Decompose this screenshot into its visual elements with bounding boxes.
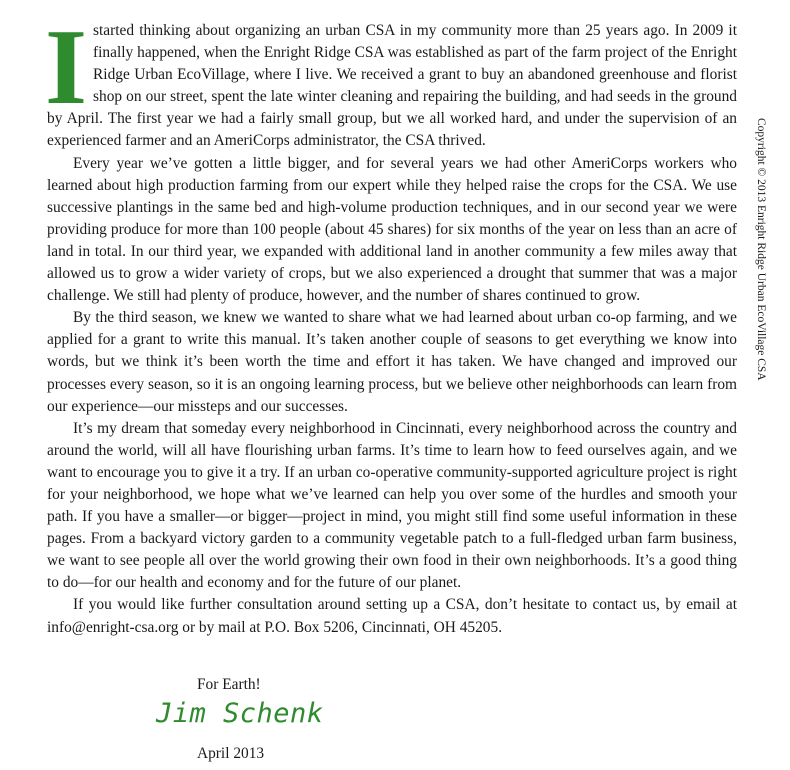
letter-body [45,8,737,639]
drop-cap: I [45,8,88,127]
paragraph-3: By the third season, we knew we wanted to share what we had learned about urban co-op farming, and we applied for a grant to write this manual. It’s taken another couple of seasons to get everything we know into words, but we think it’s been worth the time and effort it has taken. We have changed and improved our processes every season, so it is an ongoing learning process, but we believe other neighborhoods can learn from our experience—our missteps and our successes. [47,309,737,415]
copyright-notice [752,118,768,638]
closing-line: For Earth! [197,676,261,693]
paragraph-5: If you would like further consultation around setting up a CSA, don’t hesitate to contact us, by email at info@enright-csa.org or by mail at P.O. Box 5206, Cincinnati, OH 45205. [47,596,737,636]
signature: Jim Schenk [156,698,324,729]
letter-date: April 2013 [197,745,265,762]
paragraph-2: Every year we’ve gotten a little bigger, and for several years we had other AmeriCorps workers who learned about high production farming from our expert while they helped raise the crops for the CSA. We use successive plantings in the same bed and high-volume production techniques, and in our second year we were providing produce for more than 100 people (about 45 shares) for six months of the year on less than an acre of land in total. In our third year, we expanded with additional land in another community a few miles away that allowed us to grow a wider variety of crops, but we also experienced a drought that summer that was a major challenge. We still had plenty of produce, however, and the number of shares continued to grow. [47,154,737,305]
paragraph-1-text: started thinking about organizing an urban CSA in my community more than 25 years ago. In 2009 it finally happened, when the Enright Ridge CSA was established as part of the farm project of the Enright Ridge Urban EcoVillage, where I live. We received a grant to buy an abandoned greenhouse and florist shop on our street, spent the late winter cleaning and repairing the building, and had seeds in the ground by April. The first year we had a fairly small group, but we all worked hard, and under the supervision of an experienced farmer and an AmeriCorps administrator, the CSA thrived. [47,22,737,150]
paragraph-4: It’s my dream that someday every neighborhood in Cincinnati, every neighborhood across the country and around the world, will all have flourishing urban farms. It’s time to learn how to feed ourselves again, and we want to encourage you to give it a try. If an urban co-operative community-supported agriculture project is right for your neighborhood, we hope what we’ve learned can help you over some of the hurdles and smooth your path. If you have a smaller—or bigger—project in mind, you might still find some useful information in these pages. From a backyard victory garden to a community vegetable patch to a full-fledged urban farm business, we want to see people all over the world growing their own food in their own neighborhoods. It’s a good thing to do—for our health and economy and for the future of our planet. [47,419,737,592]
copyright-text: Copyright © 2013 Enright Ridge Urban EcoVillage CSA [755,118,767,381]
paragraph-1 [45,8,737,153]
